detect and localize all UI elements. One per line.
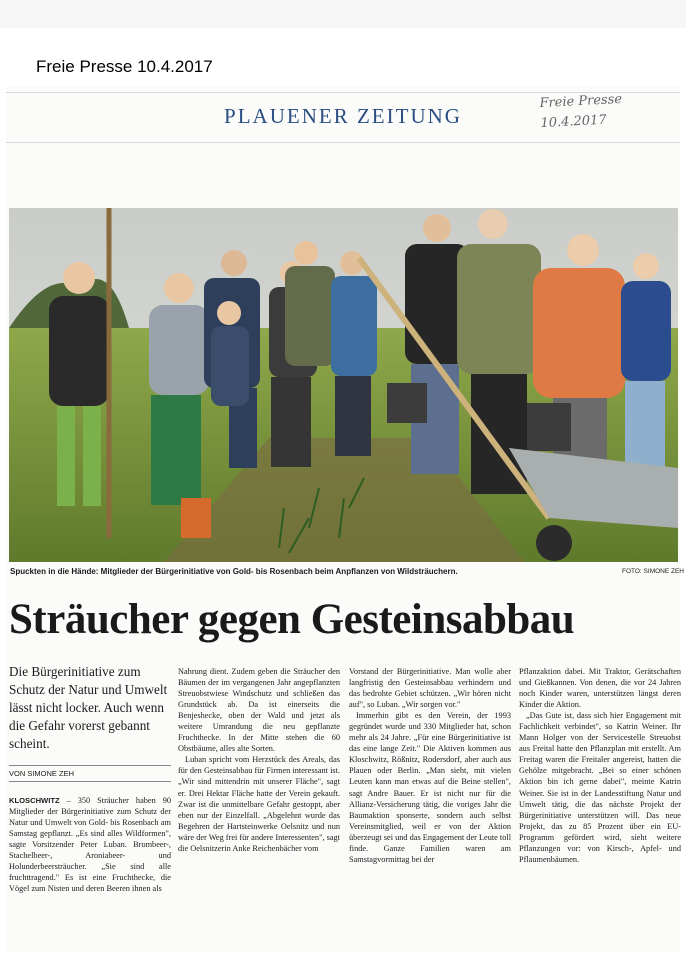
article-column-4 — [519, 666, 681, 865]
photo-credit: FOTO: SIMONE ZEH — [622, 568, 684, 575]
paragraph: Pflanzaktion dabei. Mit Traktor, Gerätschaften und Gießkannen. Von denen, die vor 24 Jahren noch Kinder waren, unterstützen längst deren Kinder die Aktion. — [519, 667, 681, 710]
lead-text: Die Bürgerinitiative zum Schutz der Natur und Umwelt lässt nicht locker. Auch wenn die Gefahr vorerst gebannt scheint. — [9, 664, 168, 751]
article-column-2 — [178, 666, 340, 854]
handwritten-line: Freie Presse — [539, 91, 623, 112]
paragraph: Luban spricht vom Herzstück des Areals, das für den Gesteinsabbau für Firmen interessant ist. „Wir sind mittendrin mit unserer Fläche", sagt er. Drei Hektar Fläche hatte der Verein gekauft. Zwar ist die unmittelbare Gefahr gestoppt, aber eben nur der Einzelfall. „Abgelehnt wurde das Begehren der Hartsteinwerke Oelsnitz und nun wäre der Weg frei für andere Interessenten", sagt die Oelsnitzerin Anke Reichenbächer vom — [178, 755, 340, 853]
paragraph: Vorstand der Bürgerinitiative. Man wolle aber langfristig den Gesteinsabbau verhindern und das bedrohte Gebiet schützen. „Wir hören nicht auf", so Luban. „Wir sorgen vor." — [349, 667, 511, 710]
red-spade — [181, 498, 211, 538]
article-column-3 — [349, 666, 511, 865]
dateline: KLOSCHWITZ — [9, 796, 60, 805]
person-child-5 — [621, 253, 671, 471]
watering-can — [527, 403, 571, 451]
paragraph: Nahrung dient. Zudem geben die Sträucher den Bäumen der im vergangenen Jahr angepflanzten Streuobstwiese Windschutz und schließen das Grundstück ab. Da ist einerseits die Benjeshecke, oben der Wald und jetzt als weitere Umrandung die neu gepflanzte Fruchthecke. In der Mitte stehen die 60 Obstbäume, alles alte Sorten. — [178, 667, 340, 754]
planting-scene-illustration — [9, 208, 678, 562]
paragraph-text: – 350 Sträucher haben 90 Mitglieder der Bürgerinitiative zum Schutz der Natur und Umwelt von Gold- bis Rosenbach am Samstag gepflanzt. „Es sind alles Wildformen", sagte Vorsitzender Peter Luban. Brombeer-, Stachelbeer-, Aroniabeer- und Holunderbeersträucher. „Sie sind alle fruchttragend." Es ist eine Fruchthecke, die Vögel zum Nisten und deren Beeren ihnen als — [9, 796, 171, 894]
article-photo — [9, 208, 678, 562]
handwritten-line: 10.4.2017 — [540, 112, 608, 132]
paragraph — [9, 795, 171, 894]
article-column-1 — [9, 795, 171, 894]
person-child-2 — [149, 273, 209, 505]
scan-top-margin — [0, 0, 686, 28]
source-label: Freie Presse 10.4.2017 — [36, 57, 213, 76]
bucket — [387, 383, 427, 423]
wheelbarrow-wheel — [536, 525, 572, 561]
paragraph: Immerhin gibt es den Verein, der 1993 gegründet wurde und 330 Mitglieder hat, schon mehr als 24 Jahre. „Für eine Bürgerinitiative ist das eine lange Zeit." Die Aktiven kommen aus Kloschwitz, Rößnitz, Rodersdorf, aber auch aus Plauen oder Berlin. „Man sieht, mit vielen Leuten kann man etwas auf die Beine stellen", sagt Andre Bauer. Er ist nicht nur für die Allianz-Versicherung tätig, die voriges Jahr die Baumaktion sponserte, sondern auch selbst Vereinsmitglied, weil er von der Aktion überzeugt sei und das Engagement der Leute toll finde. Ganze Familien waren am Samstagvormittag bei der — [349, 711, 511, 864]
paragraph: „Das Gute ist, dass sich hier Engagement mit Fachlichkeit verbindet", so Katrin Weiner. Ihr Mann Holger von der Servicestelle Streuobst aus Freital hatte den Pflanzplan mit erstellt. Am Freitag waren die Freitaler angereist, hatten die Gehölze mitgebracht. „Bei so einer schönen Aktion bin ich gerne dabei", meinte Katrin Weiner. Sie ist in der Landesstiftung Natur und Umwelt tätig, die das nächste Projekt der Bürgerinitiative unterstützen will. Das neue Projekt, das zu 85 Prozent über ein EU-Programm gefördert wird, sieht weitere Pflanzungen vor: von Kirsch-, Apfel- und Pflaumenbäumen. — [519, 711, 681, 864]
handwritten-note — [539, 90, 624, 134]
masthead-rule — [6, 142, 680, 143]
masthead: PLAUENER ZEITUNG — [224, 104, 462, 128]
headline: Sträucher gegen Gesteinsabbau — [9, 596, 575, 643]
person-adult-3 — [331, 251, 377, 456]
photo-caption: Spuckten in die Hände: Mitglieder der Bürgerinitiative von Gold- bis Rosenbach beim Anpflanzen von Wildsträuchern. — [10, 567, 458, 576]
byline: VON SIMONE ZEH — [9, 765, 171, 782]
